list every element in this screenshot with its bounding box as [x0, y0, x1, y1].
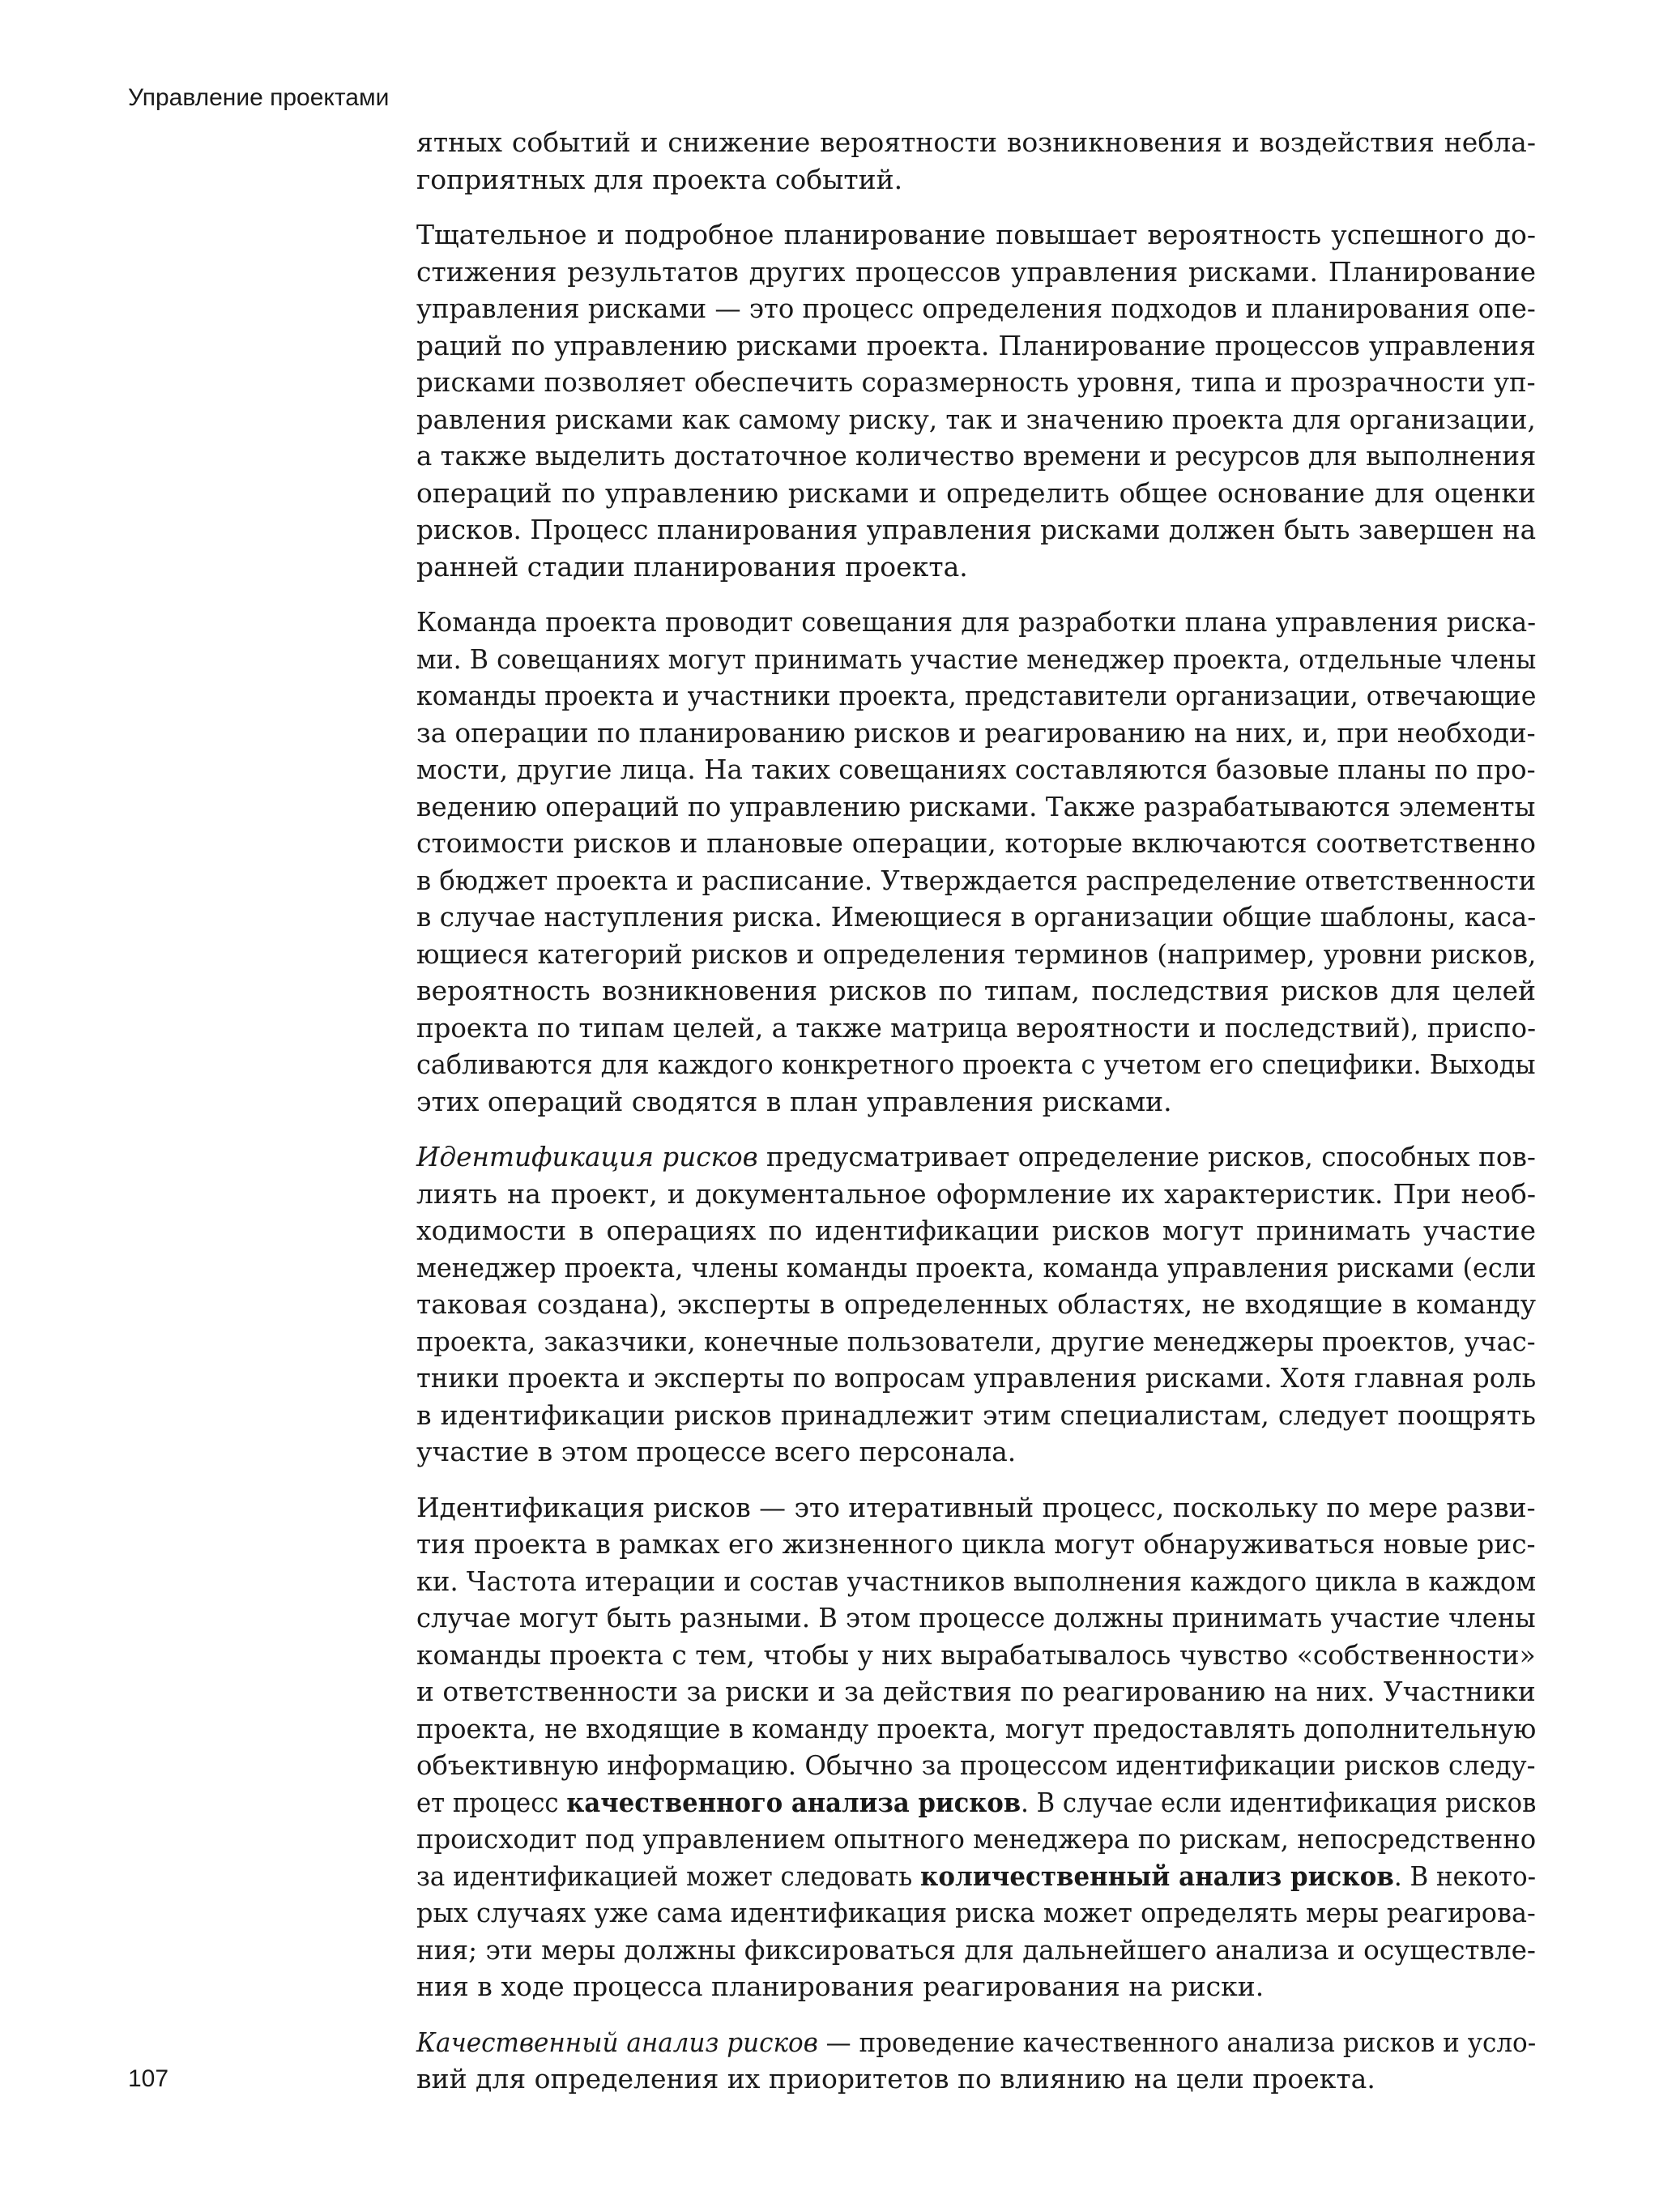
text-line — [416, 1397, 1536, 1434]
paragraph — [416, 124, 1536, 198]
text-run: таковая создана), эксперты в определенных областях, не входящие в команду — [416, 1288, 1536, 1320]
text-run: в бюджет проекта и расписание. Утверждается распределение ответственности — [416, 864, 1537, 896]
text-run: гоприятных для проекта событий. — [416, 163, 903, 195]
text-run: ранней стадии планирования проекта. — [416, 550, 968, 583]
text-run: вий для определения их приоритетов по влиянию на цели проекта. — [416, 2063, 1375, 2095]
text-line — [416, 1526, 1536, 1563]
text-line — [416, 1821, 1537, 1858]
text-run: . В случае если идентификация рисков — [1021, 1786, 1537, 1818]
italic-term: Идентификация рисков — [416, 1141, 758, 1172]
text-run: в случае наступления риска. Имеющиеся в организации общие шаблоны, каса- — [416, 901, 1537, 933]
text-run: операций по управлению рисками и определить общее основание для оценки — [416, 476, 1536, 509]
text-line — [416, 2060, 1536, 2098]
text-line — [416, 1894, 1536, 1932]
text-run: проекта по типам целей, а также матрица вероятности и последствий), приспо- — [416, 1011, 1537, 1044]
text-run: рисков. Процесс планирования управления рисками должен быть завершен на — [416, 514, 1537, 545]
text-line — [416, 1599, 1536, 1637]
text-line — [416, 641, 1537, 678]
text-run: ведению операций по управлению рисками. Также разрабатываются элементы — [416, 790, 1536, 822]
text-line — [416, 1968, 1536, 2005]
text-line — [416, 1858, 1537, 1895]
text-line — [416, 364, 1536, 401]
page-number: 107 — [128, 2065, 169, 2092]
text-line — [416, 1138, 1536, 1176]
text-line — [416, 1046, 1536, 1083]
text-run: ятных событий и снижение вероятности возникновения и воздействия небла- — [416, 126, 1536, 158]
text-line — [416, 1784, 1537, 1821]
text-run: а также выделить достаточное количество времени и ресурсов для выполнения — [416, 440, 1537, 472]
text-run: команды проекта с тем, чтобы у них вырабатывалось чувство «собственности» — [416, 1638, 1536, 1671]
text-line — [416, 1176, 1536, 1213]
text-line — [416, 438, 1537, 475]
text-line — [416, 1563, 1537, 1600]
text-line — [416, 1433, 1536, 1471]
text-run: мости, другие лица. На таких совещаниях составляются базовые планы по про- — [416, 754, 1536, 785]
text-line — [416, 254, 1536, 291]
text-run: ния; эти меры должны фиксироваться для дальнейшего анализа и осуществле- — [416, 1933, 1536, 1966]
text-run: стоимости рисков и плановые операции, которые включаются соответственно — [416, 827, 1536, 859]
body-text — [416, 124, 1536, 2116]
text-line — [416, 475, 1536, 512]
paragraph — [416, 1138, 1536, 1471]
text-line — [416, 677, 1537, 715]
paragraph — [416, 2024, 1536, 2098]
text-line — [416, 788, 1536, 826]
text-line — [416, 1249, 1537, 1287]
text-line — [416, 604, 1537, 641]
paragraph — [416, 604, 1536, 1120]
text-run: стижения результатов других процессов управления рисками. Планирование — [416, 255, 1536, 288]
text-line — [416, 1360, 1537, 1397]
text-run: Тщательное и подробное планирование повышает вероятность успешного до- — [416, 219, 1536, 250]
text-line — [416, 825, 1536, 862]
text-line — [416, 327, 1536, 365]
text-run: ет процесс — [416, 1786, 567, 1818]
text-line — [416, 715, 1536, 752]
text-line — [416, 1323, 1536, 1360]
text-line — [416, 1673, 1536, 1710]
text-run: Идентификация рисков — это итеративный процесс, поскольку по мере разви- — [416, 1491, 1536, 1523]
text-run: проекта, не входящие в команду проекта, могут предоставлять дополнительную — [416, 1712, 1537, 1744]
text-run: — проведение качественного анализа рисков и усло- — [817, 2026, 1537, 2058]
text-run: рисками позволяет обеспечить соразмерность уровня, типа и прозрачности уп- — [416, 366, 1536, 398]
text-run: тники проекта и эксперты по вопросам управления рисками. Хотя главная роль — [416, 1362, 1537, 1394]
text-line — [416, 2024, 1537, 2061]
text-line — [416, 936, 1537, 973]
bold-term: количественный анализ рисков — [920, 1860, 1394, 1892]
text-run: в идентификации рисков принадлежит этим специалистам, следует поощрять — [416, 1399, 1536, 1431]
text-line — [416, 290, 1536, 327]
running-head: Управление проектами — [128, 84, 390, 111]
text-line — [416, 401, 1536, 438]
text-line — [416, 899, 1537, 936]
text-line — [416, 1637, 1536, 1674]
paragraph — [416, 1489, 1536, 2005]
text-line — [416, 161, 1536, 199]
text-run: сабливаются для каждого конкретного проекта с учетом его специфики. Выходы — [416, 1048, 1536, 1080]
text-line — [416, 1747, 1536, 1784]
text-run: ющиеся категорий рисков и определения терминов (например, уровни рисков, — [416, 937, 1537, 970]
text-run: управления рисками — это процесс определения подходов и планирования опе- — [416, 293, 1536, 324]
text-run: проекта, заказчики, конечные пользователи, другие менеджеры проектов, учас- — [416, 1325, 1536, 1357]
text-run: рых случаях уже сама идентификация риска может определять меры реагирова- — [416, 1897, 1536, 1928]
text-run: этих операций сводятся в план управления рисками. — [416, 1085, 1172, 1117]
text-line — [416, 1286, 1536, 1323]
text-run: ми. В совещаниях могут принимать участие менеджер проекта, отдельные члены — [416, 643, 1537, 675]
text-line — [416, 1710, 1537, 1748]
text-line — [416, 511, 1537, 549]
text-run: предусматривает определение рисков, способных пов- — [757, 1141, 1536, 1172]
text-run: случае могут быть разными. В этом процессе должны принимать участие члены — [416, 1602, 1536, 1633]
text-run: за операции по планированию рисков и реагированию на них, и, при необходи- — [416, 716, 1536, 749]
text-line — [416, 124, 1536, 161]
text-line — [416, 1489, 1536, 1527]
text-run: . В некото- — [1393, 1860, 1537, 1892]
text-run: команды проекта и участники проекта, представители организации, отвечающие — [416, 680, 1537, 711]
italic-term: Качественный анализ рисков — [416, 2026, 818, 2058]
text-run: Команда проекта проводит совещания для разработки плана управления риска- — [416, 606, 1537, 638]
text-line — [416, 1932, 1536, 1969]
text-run: за идентификацией может следовать — [416, 1860, 921, 1892]
text-run: менеджер проекта, члены команды проекта, команда управления рисками (если — [416, 1251, 1537, 1283]
paragraph — [416, 216, 1536, 585]
text-line — [416, 972, 1536, 1010]
text-run: тия проекта в рамках его жизненного цикла могут обнаруживаться новые рис- — [416, 1528, 1536, 1560]
text-line — [416, 862, 1537, 899]
text-line — [416, 1010, 1537, 1047]
text-run: ходимости в операциях по идентификации рисков могут принимать участие — [416, 1215, 1536, 1246]
text-run: ния в ходе процесса планирования реагирования на риски. — [416, 1971, 1265, 2002]
text-run: и ответственности за риски и за действия по реагированию на них. Участники — [416, 1676, 1536, 1707]
text-line — [416, 216, 1536, 254]
bold-term: качественного анализа рисков — [566, 1786, 1021, 1818]
text-run: объективную информацию. Обычно за процессом идентификации рисков следу- — [416, 1749, 1536, 1781]
text-line — [416, 549, 1536, 586]
text-line — [416, 1083, 1536, 1121]
text-run: лиять на проект, и документальное оформление их характеристик. При необ- — [416, 1177, 1536, 1210]
text-line — [416, 1212, 1536, 1249]
text-run: происходит под управлением опытного менеджера по рискам, непосредственно — [416, 1823, 1537, 1855]
text-run: ки. Частота итерации и состав участников выполнения каждого цикла в каждом — [416, 1565, 1537, 1597]
text-run: вероятность возникновения рисков по типам, последствия рисков для целей — [416, 975, 1536, 1006]
text-run: раций по управлению рисками проекта. Планирование процессов управления — [416, 329, 1536, 361]
text-run: равления рисками как самому риску, так и значению проекта для организации, — [416, 403, 1536, 435]
text-line — [416, 751, 1536, 788]
text-run: участие в этом процессе всего персонала. — [416, 1436, 1017, 1467]
